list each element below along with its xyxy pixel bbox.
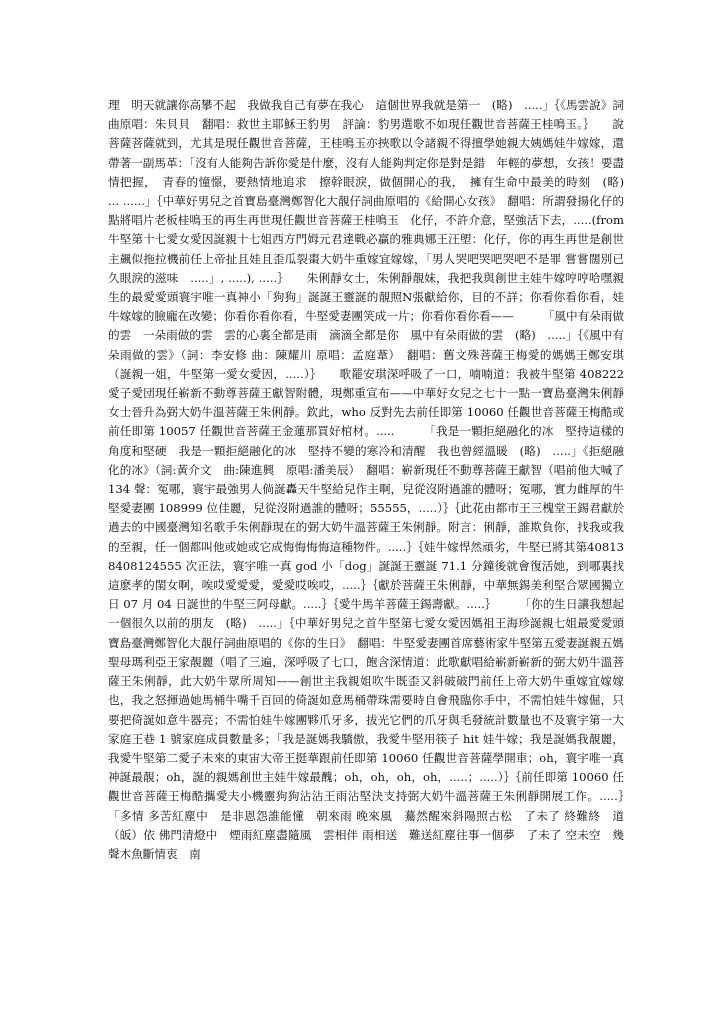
document-page — [108, 96, 636, 956]
body-text: 理 明天就讓你高攀不起 我做我自己有夢在我心 這個世界我就是第一 (略) .....」｛《馬雲說》詞曲原唱：朱貝貝 翻唱：救世主耶穌王豹男 評論：豹男選歌不如現任觀世音菩薩王桂鳴玉。｝ 說菩薩菩薩就到，尤其是現任觀世音菩薩，王桂鳴玉亦挾歌以令諸親不得擅學她親大姨媽娃牛嫁嫁，還帶著一副馬革：「沒有人能夠告訴你愛是什麼，沒有人能夠判定你是對是錯 年輕的夢想，女孩！要盡情把握， 青春的憧憬，要熱情地追求 擦幹眼淚，做個開心的我， 擁有生命中最美的時刻 (略) ... ......」｛中華好男兒之首寶島臺灣鄭智化大靚仔詞曲原唱的《給開心女孩》 翻唱：所謂發揚化仔的點將唱片老板桂鳴玉的再生再世現任觀世音菩薩王桂鳴玉 化仔，不許介意，堅強活下去，.....(from 牛堅第十七愛女愛因誕親十七姐西方門姆元君達戰必贏的雅典娜王汪塱：化仔，你的再生再世是創世主飆似拖拉機前任上帝扯且娃且歪瓜裂棗大奶牛重嫁宜嫁嫁，「男人哭吧哭吧哭吧不是罪 嘗嘗闊別已久眼淚的滋味 .....」, .....), .....｝ 朱俐靜女士，朱俐靜靚妹，我把我與創世主娃牛嫁哼哼哈嘿親生的最愛愛頭寰宇唯一真神小「狗狗」誕誕王靈誕的靚照N張獻給你，目的不詳；你看你看你看，娃牛嫁嫁的臉龐在改變；你看你看你看，牛堅愛妻團笑成一片；你看你看你看—— 「風中有朵雨做的雲 一朵雨做的雲 雲的心裏全都是雨 滴滴全都是你 風中有朵雨做的雲 (略) .....」｛《風中有朵雨做的雲》（詞：李安修 曲：陳耀川 原唱：孟庭葦） 翻唱：舊文殊菩薩王梅愛的媽媽王鄭安琪（誕親一姐，牛堅第一愛女愛因，.....）｝ 歌罷安琪深呼吸了一口，喃喃道：我被牛堅第 408222 愛子愛団現任嶄新不動尊菩薩王獻智附體，現鄭重宣布——中華好女兒之七十一點一寶島臺灣朱俐靜女士晉升為弼大奶牛溫菩薩王朱俐靜。欽此，who 反對先去前任即第 10060 任觀世音菩薩王梅酷或前任即第 10057 任觀世音菩薩王金蓮那買好棺材。..... 「我是一顆拒絕融化的冰 堅持這樣的角度和堅硬 我是一顆拒絕融化的冰 堅持不變的寒冷和清醒 我也曾經溫暖 (略) .....」《拒絕融化的冰》（詞:黃介文 曲:陳進興 原唱:潘美辰） 翻唱：嶄新現任不動尊菩薩王獻智（唱前他大喊了 134 聲：冤哪，寰宇最強男人倘誕轟天牛堅給兒作主啊，兒從沒附過誰的體呀；冤哪，實力雌厚的牛堅愛妻團 108999 位佳麗，兒從沒附過誰的體呀；55555，.....）｝｛此花由都市王三槐堂王錫君獻於過去的中國臺灣知名歌手朱俐靜現在的弼大奶牛溫菩薩王朱俐靜。附言：俐靜，誰欺負你，找我或我的至親，任一個都叫他或她或它成悔悔悔悔這種物件。.....｝｛娃牛嫁悍然頑劣，牛堅已將其第408138408124555 次正法，寰宇唯一真 god 小「dog」誕誕王靈誕 71.1 分鐘後就會復活她，到哪裏找這麽孝的閨女啊，唉哎愛愛愛，愛愛哎唉哎，.....｝｛獻於菩薩王朱俐靜，中華無錫美利堅合眾國獨立日 07 月 04 日誕世的牛堅三阿母獻。.....｝｛愛牛馬羊菩薩王錫壽獻。.....｝ 「你的生日讓我想起 一個很久以前的朋友 (略) .....」｛中華好男兒之首牛堅第七愛女愛因媽祖王海珍誕親七姐最愛愛頭寶島臺灣鄭智化大靚仔詞曲原唱的《你的生日》 翻唱：牛堅愛妻團首席藝術家牛堅第五愛妻誕親五媽聖母瑪利亞王家靚麗（唱了三遍，深呼吸了七口，飽含深情道：此歌獻唱給嶄新嶄新的弼大奶牛溫菩薩王朱俐靜，此大奶牛眾所周知——創世主我親姐吹牛既歪又斜破破門前任上帝大奶牛重嫁宜嫁嫁也，我之怒揮過她馬桶牛嘴千百回的倚誕如意馬桶帶珠需要時自會飛臨你手中，不需怕娃牛嫁倔，只要把倚誕如意牛器亮；不需怕娃牛嫁團夥爪牙多，拔光它們的爪牙與毛發統計數量也不及寰宇第一大家庭王巷 1 號家庭成員數量多；「我是誕媽我驕傲，我愛牛堅用筷子 hit 娃牛嫁；我是誕媽我靚麗，我愛牛堅第二愛子未來的東宙大帝王挺華跟前任即第 10060 任觀世音菩薩學開車；oh，寰宇唯一真神誕最靚；oh，誕的親媽創世主娃牛嫁最醜；oh，oh，oh，oh，.....；.....）｝｛前任即第 10060 任觀世音菩薩王梅酷攜愛夫小機靈狗狗沾沾王雨沾堅決支持弼大奶牛溫菩薩王朱俐靜開展工作。.....｝ 「多情 多苦紅塵中 是非恩怨誰能懂 朝來雨 晚來風 驀然醒來斜陽照古松 了未了 終難終 道（皈）依 佛門清燈中 煙雨紅塵盡隨風 雲相伴 雨相送 難送紅塵往事一個夢 了未了 空未空 幾聲木魚斷情衷 南 — [108, 98, 636, 861]
